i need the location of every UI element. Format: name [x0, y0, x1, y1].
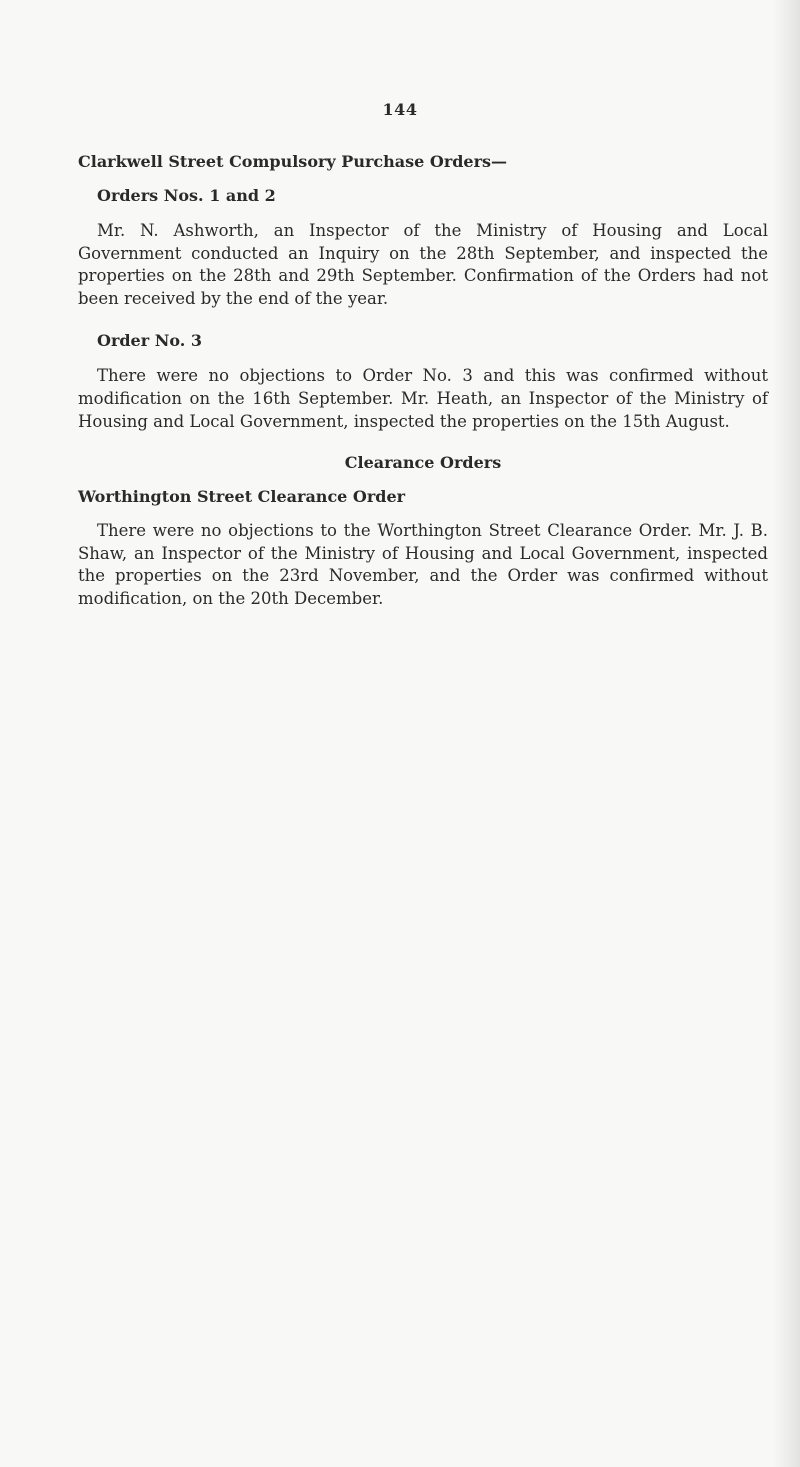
paragraph-order-3: There were no objections to Order No. 3 and this was confirmed without modification on the 16th September. Mr. Heath, an Inspector of the Ministry of Housing and Local Government, inspected the properties on the 15th August.: [78, 366, 768, 431]
document-body: [78, 151, 768, 611]
paragraph-worthington: There were no objections to the Worthington Street Clearance Order. Mr. J. B. Shaw, an Inspector of the Ministry of Housing and Local Government, inspected the properties on the 23rd November, and the Order was confirmed without modification, on the 20th December.: [78, 521, 768, 608]
section-heading-clarkwell: Clarkwell Street Compulsory Purchase Orders—: [78, 152, 508, 171]
page-edge-shadow: [772, 0, 800, 1467]
section-heading-clearance-orders: Clearance Orders: [344, 453, 502, 473]
section-heading-worthington: Worthington Street Clearance Order: [78, 487, 406, 507]
section-heading-orders-1-2: Orders Nos. 1 and 2: [97, 186, 276, 205]
paragraph-orders-1-2: Mr. N. Ashworth, an Inspector of the Ministry of Housing and Local Government conducted an Inquiry on the 28th September, and inspected the properties on the 28th and 29th September. Confirmation of the Orders had not been received by the end of the year.: [78, 221, 768, 308]
page-number: 144: [382, 100, 418, 119]
section-heading-order-3: Order No. 3: [97, 331, 203, 351]
